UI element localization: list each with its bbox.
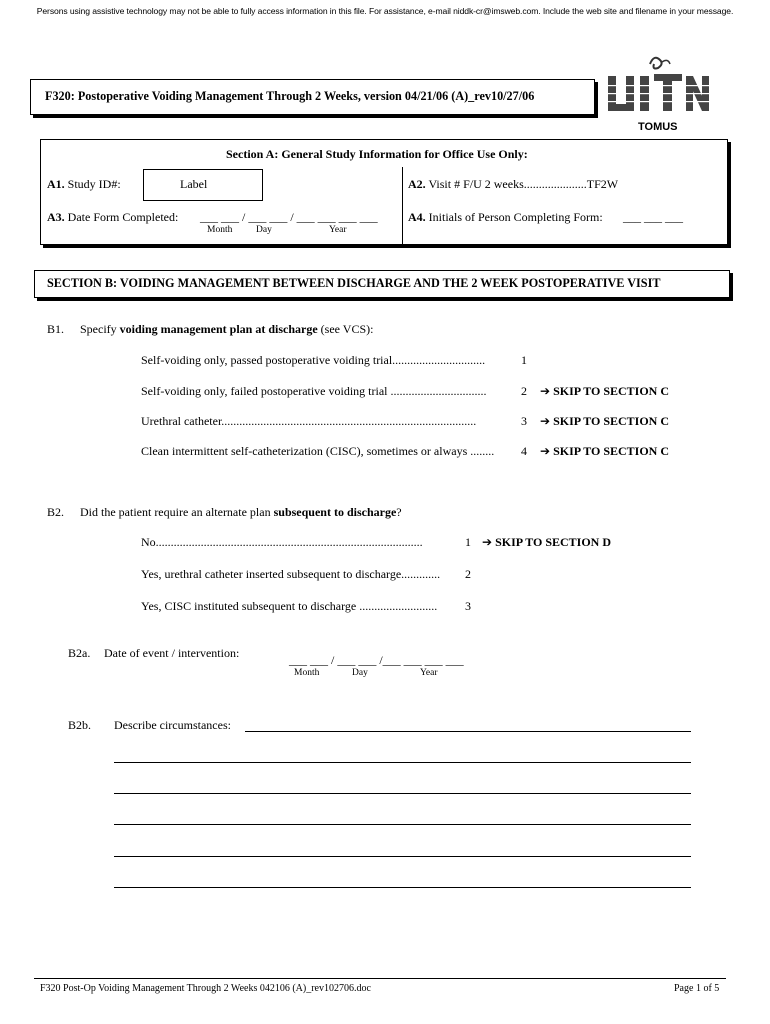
- b1-option-3-text: Urethral catheter.....................................................................................: [141, 414, 477, 428]
- a2-num: A2.: [408, 177, 426, 191]
- section-b-heading: SECTION B: VOIDING MANAGEMENT BETWEEN DISCHARGE AND THE 2 WEEK POSTOPERATIVE VISIT: [47, 276, 661, 290]
- logo-sub-text: TOMUS: [638, 121, 678, 133]
- b1-option-2-skip-text: SKIP TO SECTION C: [553, 384, 669, 398]
- accessibility-notice: Persons using assistive technology may not be able to fully access information in this file. For assistance, e-mail niddk-cr@imsweb.com. Include the web site and filename in your message.: [36, 6, 734, 16]
- a3-label: Date Form Completed:: [67, 210, 179, 224]
- b2-option-1-text: No.........................................................................................: [141, 535, 423, 549]
- b1-option-3-skip-text: SKIP TO SECTION C: [553, 414, 669, 428]
- b1-question-post: (see VCS):: [317, 322, 374, 336]
- right-arrow-icon: ➔: [540, 444, 551, 458]
- b1-option-2-skip: [540, 384, 669, 399]
- circumstances-line-2[interactable]: [114, 762, 691, 763]
- section-b-box: [34, 270, 730, 298]
- circumstances-line-6[interactable]: [114, 887, 691, 888]
- b2-option-1-skip: [482, 535, 611, 550]
- a3-num: A3.: [47, 210, 65, 224]
- b1-option-4-skip-text: SKIP TO SECTION C: [553, 444, 669, 458]
- a1-question: [47, 177, 121, 192]
- b1-option-4-text: Clean intermittent self-catheterization (CISC), sometimes or always ........: [141, 444, 495, 458]
- a4-label: Initials of Person Completing Form:: [428, 210, 603, 224]
- a4-question: [408, 210, 603, 225]
- footer-page-number: Page 1 of 5: [674, 983, 720, 994]
- b2-option-1-code[interactable]: 1: [465, 535, 471, 549]
- a2-label: Visit # F/U 2 weeks.....................TF2W: [428, 177, 619, 191]
- a3-day-caption: Day: [256, 225, 272, 235]
- b1-option-3-skip: [540, 414, 669, 429]
- b1-option-4-code[interactable]: 4: [521, 444, 527, 458]
- b2a-year-caption: Year: [420, 668, 438, 678]
- b2-question: [80, 505, 402, 520]
- right-arrow-icon: ➔: [540, 384, 551, 398]
- circumstances-line-4[interactable]: [114, 824, 691, 825]
- circumstances-line-3[interactable]: [114, 793, 691, 794]
- right-arrow-icon: ➔: [540, 414, 551, 428]
- a3-year-caption: Year: [329, 225, 347, 235]
- b1-option-2-code[interactable]: 2: [521, 384, 527, 398]
- b1-option-3-code[interactable]: 3: [521, 414, 527, 428]
- b1-question: [80, 322, 373, 337]
- b2-question-post: ?: [396, 505, 402, 519]
- circumstances-line-1[interactable]: [245, 731, 691, 732]
- section-a-heading: Section A: General Study Information for Office Use Only:: [226, 147, 528, 161]
- b2a-label: Date of event / intervention:: [104, 646, 240, 660]
- a3-month-caption: Month: [207, 225, 233, 235]
- b2-option-2-code[interactable]: 2: [465, 567, 471, 581]
- b1-question-pre: Specify: [80, 322, 120, 336]
- b2b-num: B2b.: [68, 718, 92, 732]
- b1-option-4-skip: [540, 444, 669, 459]
- b2b-label: Describe circumstances:: [114, 718, 231, 732]
- form-title-box: [30, 79, 595, 115]
- b1-option-1-text: Self-voiding only, passed postoperative voiding trial...............................: [141, 353, 486, 367]
- b1-option-1-code[interactable]: 1: [521, 353, 527, 367]
- footer-rule: [34, 978, 726, 979]
- b1-option-2-text: Self-voiding only, failed postoperative voiding trial ................................: [141, 384, 487, 398]
- a1-label: Study ID#:: [67, 177, 121, 191]
- a3-question: [47, 210, 178, 225]
- b2a-month-caption: Month: [294, 668, 320, 678]
- event-date-field[interactable]: ___ ___ / ___ ___ /___ ___ ___ ___: [289, 653, 464, 667]
- b2-option-2-text: Yes, urethral catheter inserted subsequent to discharge.............: [141, 567, 441, 581]
- b2-option-1-skip-text: SKIP TO SECTION D: [495, 535, 611, 549]
- b1-num: B1.: [47, 322, 65, 336]
- form-title: F320: Postoperative Voiding Management Through 2 Weeks, version 04/21/06 (A)_rev10/27/06: [45, 89, 535, 103]
- a2-question: [408, 177, 618, 192]
- b2a-day-caption: Day: [352, 668, 368, 678]
- b2a-num: B2a.: [68, 646, 91, 660]
- study-id-label-box[interactable]: [143, 169, 263, 201]
- b2-question-bold: subsequent to discharge: [273, 505, 397, 519]
- study-id-label-text: Label: [180, 177, 208, 191]
- section-a-divider: [402, 167, 403, 244]
- b2-option-3-code[interactable]: 3: [465, 599, 471, 613]
- b2-option-3-text: Yes, CISC instituted subsequent to discharge ..........................: [141, 599, 438, 613]
- initials-field[interactable]: ___ ___ ___: [623, 210, 683, 224]
- b2-question-pre: Did the patient require an alternate plan: [80, 505, 274, 519]
- footer-filename: F320 Post-Op Voiding Management Through 2 Weeks 042106 (A)_rev102706.doc: [40, 983, 371, 994]
- right-arrow-icon: ➔: [482, 535, 493, 549]
- a1-num: A1.: [47, 177, 65, 191]
- b2-num: B2.: [47, 505, 65, 519]
- b1-question-bold: voiding management plan at discharge: [119, 322, 318, 336]
- date-completed-field[interactable]: ___ ___ / ___ ___ / ___ ___ ___ ___: [200, 210, 378, 224]
- uitn-tomus-logo: [606, 52, 710, 136]
- a4-num: A4.: [408, 210, 426, 224]
- circumstances-line-5[interactable]: [114, 856, 691, 857]
